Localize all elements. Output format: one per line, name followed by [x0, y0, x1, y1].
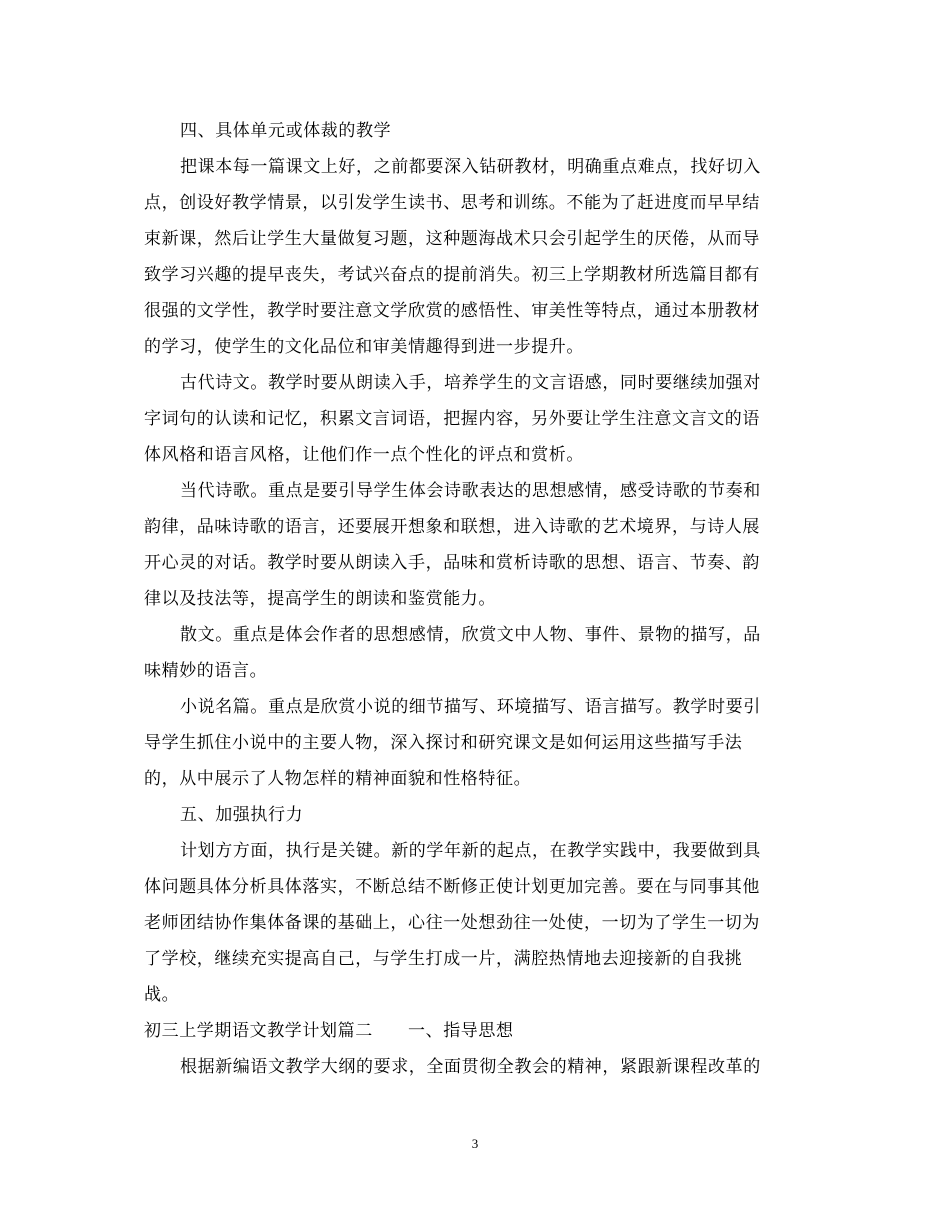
- paragraph-line: 古代诗文。教学时要从朗读入手，培养学生的文言语感，同时要继续加强对: [180, 373, 761, 393]
- section-heading: 四、具体单元或体裁的教学: [180, 121, 392, 141]
- paragraph-line: 束新课，然后让学生大量做复习题，这种题海战术只会引起学生的厌倦，从而导: [144, 229, 760, 249]
- paragraph-line: 计划方方面，执行是关键。新的学年新的起点，在教学实践中，我要做到具: [180, 841, 761, 861]
- section-title-line: 初三上学期语文教学计划篇二 一、指导思想: [144, 1021, 514, 1041]
- paragraph-line: 点，创设好教学情景，以引发学生读书、思考和训练。不能为了赶进度而早早结: [144, 193, 760, 213]
- paragraph-line: 小说名篇。重点是欣赏小说的细节描写、环境描写、语言描写。教学时要引: [180, 697, 761, 717]
- paragraph-line: 当代诗歌。重点是要引导学生体会诗歌表达的思想感情，感受诗歌的节奏和: [180, 481, 761, 501]
- paragraph-line: 很强的文学性，教学时要注意文学欣赏的感悟性、审美性等特点，通过本册教材: [144, 301, 760, 321]
- paragraph-line: 韵律，品味诗歌的语言，还要展开想象和联想，进入诗歌的艺术境界，与诗人展: [144, 517, 760, 537]
- paragraph-line: 了学校，继续充实提高自己，与学生打成一片，满腔热情地去迎接新的自我挑: [144, 949, 743, 969]
- section-heading: 五、加强执行力: [180, 805, 304, 825]
- paragraph-line: 散文。重点是体会作者的思想感情，欣赏文中人物、事件、景物的描写，品: [180, 625, 761, 645]
- paragraph-line: 导学生抓住小说中的主要人物，深入探讨和研究课文是如何运用这些描写手法: [144, 733, 743, 753]
- paragraph-line: 根据新编语文教学大纲的要求，全面贯彻全教会的精神，紧跟新课程改革的: [180, 1057, 761, 1077]
- paragraph-line: 战。: [144, 985, 180, 1005]
- paragraph-line: 致学习兴趣的提早丧失，考试兴奋点的提前消失。初三上学期教材所选篇目都有: [144, 265, 760, 285]
- paragraph-line: 老师团结协作集体备课的基础上，心往一处想劲往一处使，一切为了学生一切为: [144, 913, 760, 933]
- paragraph-line: 开心灵的对话。教学时要从朗读入手，品味和赏析诗歌的思想、语言、节奏、韵: [144, 553, 760, 573]
- paragraph-line: 体问题具体分析具体落实，不断总结不断修正使计划更加完善。要在与同事其他: [144, 877, 760, 897]
- paragraph-line: 律以及技法等，提高学生的朗读和鉴赏能力。: [144, 589, 496, 609]
- paragraph-line: 把课本每一篇课文上好，之前都要深入钻研教材，明确重点难点，找好切入: [180, 157, 761, 177]
- paragraph-line: 味精妙的语言。: [144, 661, 268, 681]
- page-number: 3: [471, 1136, 479, 1151]
- paragraph-line: 字词句的认读和记忆，积累文言词语，把握内容，另外要让学生注意文言文的语: [144, 409, 760, 429]
- paragraph-line: 的学习，使学生的文化品位和审美情趣得到进一步提升。: [144, 337, 584, 357]
- paragraph-line: 的，从中展示了人物怎样的精神面貌和性格特征。: [144, 769, 532, 789]
- paragraph-line: 体风格和语言风格，让他们作一点个性化的评点和赏析。: [144, 445, 584, 465]
